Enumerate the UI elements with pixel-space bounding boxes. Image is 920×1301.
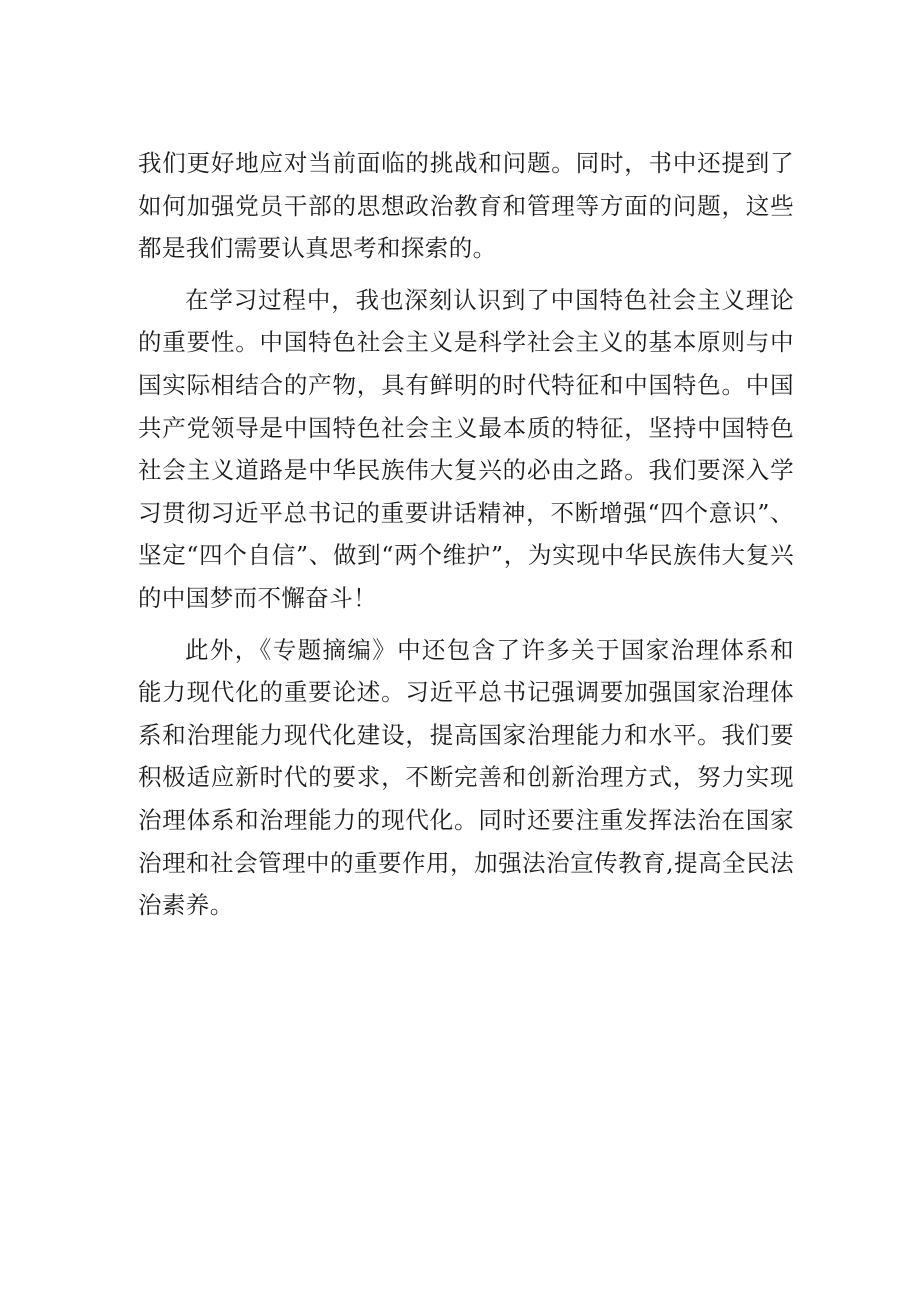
paragraph-continuation: 我们更好地应对当前面临的挑战和问题。同时，书中还提到了如何加强党员干部的思想政治教育和管理等方面的问题，这些都是我们需要认真思考和探索的。: [138, 149, 794, 263]
document-body: [138, 142, 794, 927]
paragraph-governance: 此外，《专题摘编》中还包含了许多关于国家治理体系和能力现代化的重要论述。习近平总书记强调要加强国家治理体系和治理能力现代化建设，提高国家治理能力和水平。我们要积极适应新时代的要求，不断完善和创新治理方式，努力实现治理体系和治理能力的现代化。同时还要注重发挥法治在国家治理和社会管理中的重要作用，加强法治宣传教育,提高全民法治素养。: [138, 635, 794, 920]
paragraph-socialism-theory: 在学习过程中，我也深刻认识到了中国特色社会主义理论的重要性。中国特色社会主义是科学社会主义的基本原则与中国实际相结合的产物，具有鲜明的时代特征和中国特色。中国共产党领导是中国特色社会主义最本质的特征，坚持中国特色社会主义道路是中华民族伟大复兴的必由之路。我们要深入学习贯彻习近平总书记的重要讲话精神，不断增强“四个意识”、坚定“四个自信”、做到“两个维护”，为实现中华民族伟大复兴的中国梦而不懈奋斗！: [138, 285, 794, 612]
